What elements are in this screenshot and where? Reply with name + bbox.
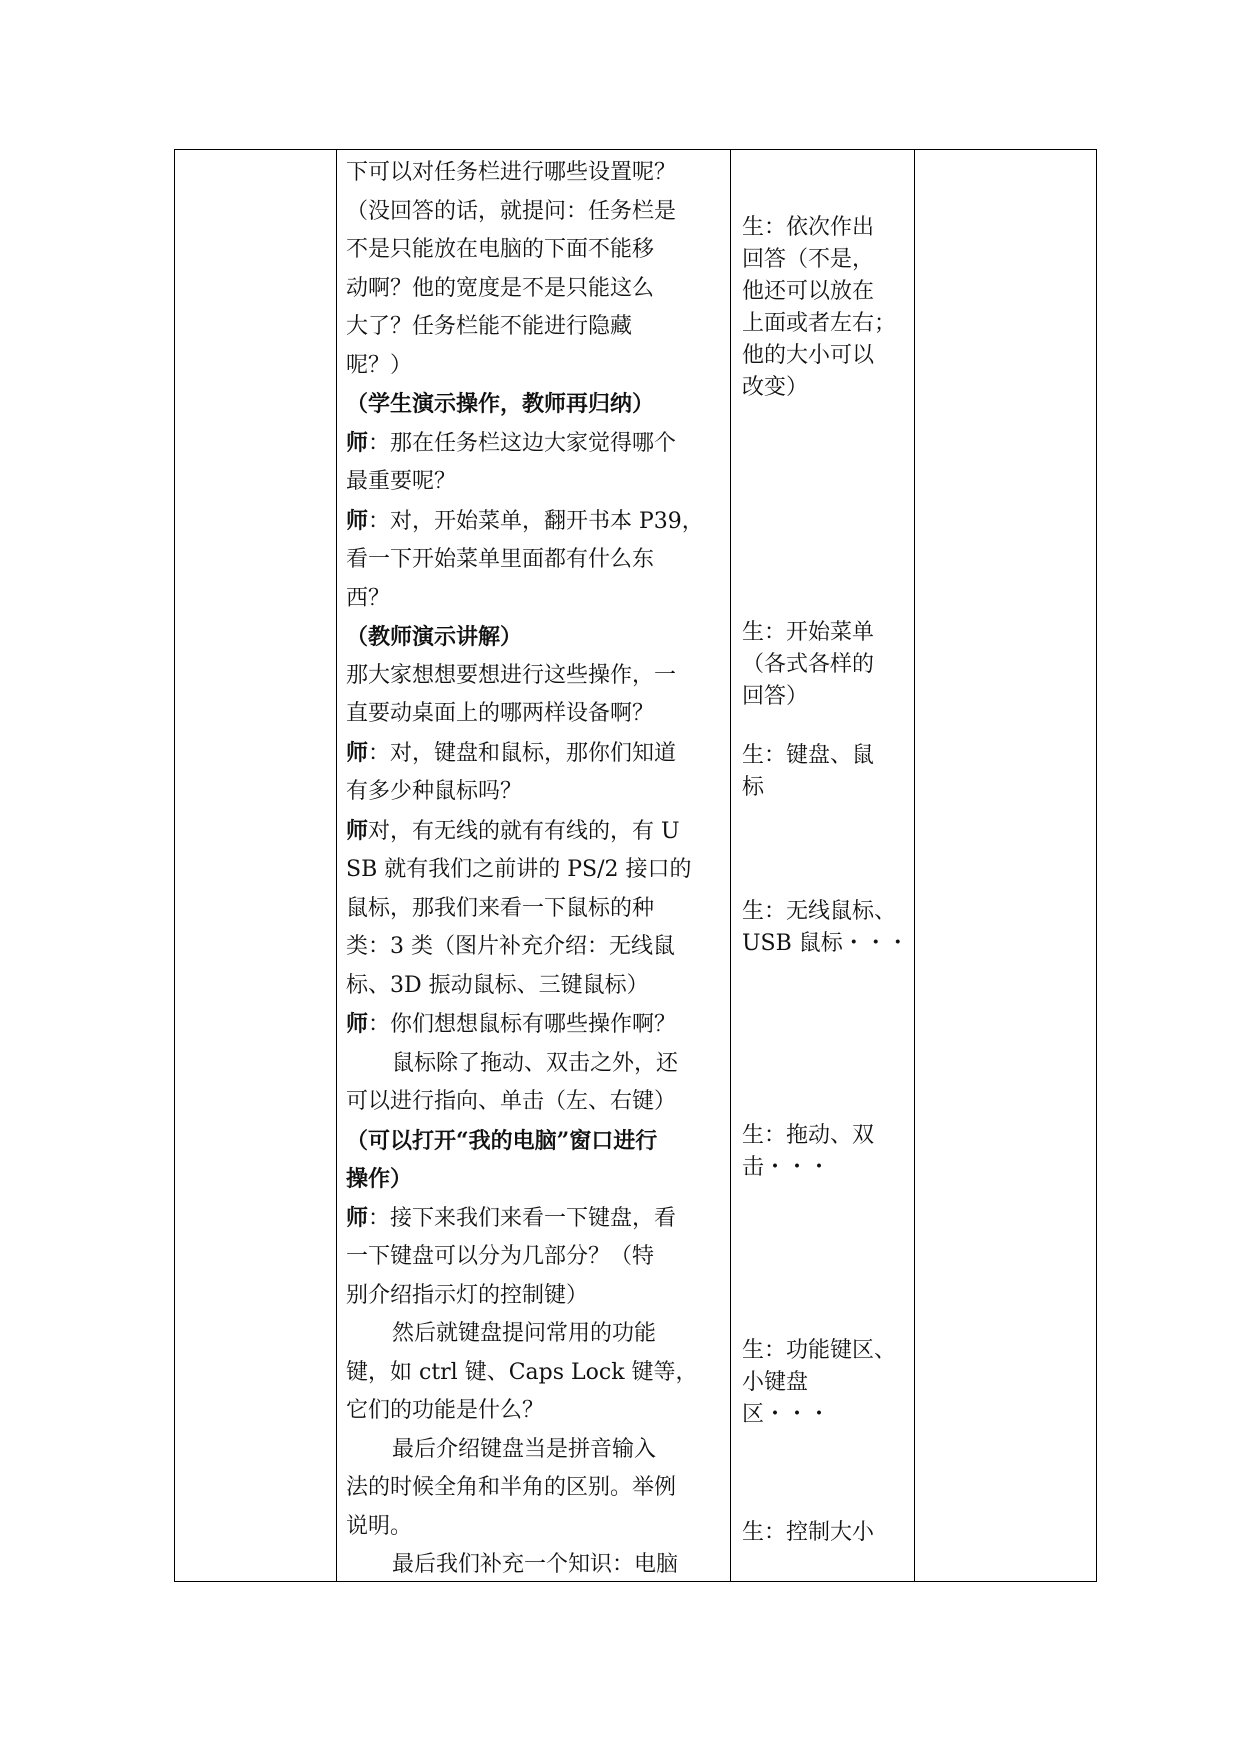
student-line: （各式各样的 [742, 652, 875, 677]
teacher-line-text: 鼠标，那我们来看一下鼠标的种 [346, 895, 655, 921]
teacher-line-text: 最后我们补充一个知识：电脑 [392, 1552, 679, 1577]
teacher-line [346, 1083, 704, 1122]
teacher-line-text: 对，有无线的就有有线的，有 U [368, 818, 680, 844]
student-activity-cell [738, 150, 908, 1581]
teacher-line-text: 操作） [346, 1166, 413, 1192]
teacher-line-text: （学生演示操作，教师再归纳） [346, 391, 655, 417]
student-line: 生：控制大小 [742, 1520, 875, 1545]
student-response [742, 1335, 896, 1431]
student-response [742, 740, 874, 804]
teacher-label: 师 [346, 429, 369, 456]
teacher-line-text: 键，如 ctrl 键、Caps Lock 键等， [346, 1359, 698, 1385]
teacher-line [346, 1431, 704, 1470]
teacher-line-text: 大了？任务栏能不能进行隐藏 [346, 314, 633, 339]
teacher-line [346, 928, 704, 967]
teacher-label: 师 [346, 739, 369, 766]
column-divider [336, 150, 337, 1581]
teacher-line-text: 类：3 类（图片补充介绍：无线鼠 [346, 934, 675, 959]
teacher-label: 师 [346, 1011, 369, 1037]
teacher-line-text: 一下键盘可以分为几部分？（特 [346, 1244, 655, 1269]
teacher-line [346, 1469, 704, 1508]
teacher-line [346, 385, 704, 424]
student-line: 上面或者左右； [742, 311, 897, 336]
column-divider [914, 150, 915, 1581]
teacher-line [346, 734, 704, 774]
teacher-line [346, 851, 704, 890]
teacher-label: 师 [346, 507, 369, 534]
student-line: 标 [742, 775, 765, 800]
teacher-label: 师 [346, 817, 369, 844]
teacher-line-text: 标、3D 振动鼠标、三键鼠标） [346, 972, 649, 998]
teacher-line [346, 231, 704, 270]
teacher-line-text: （教师演示讲解） [346, 624, 523, 650]
teacher-label: 师 [346, 1204, 369, 1231]
teacher-line-text: 那大家想想要想进行这些操作，一 [346, 662, 677, 688]
teacher-line [346, 618, 704, 657]
teacher-line [346, 463, 704, 502]
teacher-line-text: 最后介绍键盘当是拼音输入 [392, 1436, 657, 1462]
teacher-line [346, 1315, 704, 1354]
teacher-line [346, 154, 704, 193]
teacher-text [346, 154, 704, 1585]
teacher-line [346, 1546, 704, 1585]
student-line: 回答） [742, 684, 809, 709]
teacher-line-text: 它们的功能是什么？ [346, 1398, 545, 1423]
student-response [742, 1517, 874, 1549]
left-empty-cell [175, 150, 336, 1581]
teacher-line-text: 不是只能放在电脑的下面不能移 [346, 237, 655, 262]
student-line: 区・・・ [742, 1402, 831, 1427]
teacher-line-text: 直要动桌面上的哪两样设备啊？ [346, 701, 655, 726]
teacher-line [346, 890, 704, 929]
student-line: 小键盘 [742, 1370, 809, 1395]
teacher-line [346, 580, 704, 619]
teacher-line-text: 法的时候全角和半角的区别。举例 [346, 1475, 677, 1500]
teacher-line-text: 有多少种鼠标吗？ [346, 779, 523, 804]
teacher-line-text: 最重要呢？ [346, 469, 457, 494]
teacher-line [346, 1354, 704, 1393]
teacher-activity-cell [342, 150, 722, 1581]
teacher-line-text: 可以进行指向、单击（左、右键） [346, 1089, 677, 1114]
teacher-line-text: 鼠标除了拖动、双击之外，还 [392, 1050, 679, 1076]
teacher-line-text: 看一下开始菜单里面都有什么东 [346, 547, 655, 572]
student-line: USB 鼠标・・・ [742, 931, 909, 956]
teacher-line-text: 别介绍指示灯的控制键） [346, 1282, 589, 1308]
teacher-line [346, 657, 704, 696]
teacher-line [346, 502, 704, 542]
teacher-line [346, 424, 704, 464]
student-line: 他还可以放在 [742, 279, 875, 304]
teacher-line [346, 812, 704, 852]
teacher-line [346, 193, 704, 232]
student-response [742, 1120, 874, 1184]
teacher-line-text: 动啊？他的宽度是不是只能这么 [346, 275, 655, 301]
student-line: 生：无线鼠标、 [742, 899, 897, 924]
lesson-table [174, 149, 1097, 1582]
teacher-line [346, 308, 704, 347]
student-line: 生：功能键区、 [742, 1338, 897, 1363]
student-line: 他的大小可以 [742, 343, 875, 368]
student-response [742, 896, 909, 960]
teacher-line [346, 1199, 704, 1239]
teacher-line [346, 1005, 704, 1045]
teacher-line-text: ：你们想想鼠标有哪些操作啊？ [368, 1012, 677, 1037]
teacher-line-text: 说明。 [346, 1513, 413, 1539]
teacher-line-text: （没回答的话，就提问：任务栏是 [346, 198, 677, 224]
teacher-line-text: 下可以对任务栏进行哪些设置呢？ [346, 160, 677, 185]
teacher-line [346, 270, 704, 309]
teacher-line-text: 西？ [346, 585, 391, 611]
teacher-line [346, 1045, 704, 1084]
teacher-line [346, 347, 704, 386]
teacher-line [346, 773, 704, 812]
teacher-line-text: ：对，键盘和鼠标，那你们知道 [368, 740, 677, 766]
teacher-line [346, 1508, 704, 1547]
student-line: 生：依次作出 [742, 215, 875, 240]
student-line: 击・・・ [742, 1155, 831, 1180]
teacher-line [346, 1238, 704, 1277]
teacher-line [346, 967, 704, 1006]
teacher-line [346, 695, 704, 734]
right-empty-cell [916, 150, 1096, 1581]
teacher-line [346, 1160, 704, 1199]
teacher-line [346, 541, 704, 580]
student-line: 生：开始菜单 [742, 620, 875, 645]
student-response [742, 212, 896, 404]
teacher-line-text: ：接下来我们来看一下键盘，看 [368, 1205, 677, 1231]
teacher-line [346, 1277, 704, 1316]
teacher-line-text: ：那在任务栏这边大家觉得哪个 [368, 430, 677, 456]
column-divider [730, 150, 731, 1581]
student-line: 回答（不是， [742, 247, 875, 272]
student-line: 改变） [742, 375, 809, 400]
teacher-line [346, 1122, 704, 1161]
teacher-line-text: （可以打开“我的电脑”窗口进行 [346, 1127, 658, 1154]
student-line: 生：键盘、鼠 [742, 743, 875, 768]
teacher-line-text: ：对，开始菜单，翻开书本 P39， [368, 508, 704, 534]
teacher-line-text: SB 就有我们之前讲的 PS/2 接口的 [346, 857, 692, 882]
teacher-line [346, 1392, 704, 1431]
student-response [742, 617, 874, 713]
teacher-line-text: 然后就键盘提问常用的功能 [392, 1321, 657, 1346]
student-line: 生：拖动、双 [742, 1123, 875, 1148]
teacher-line-text: 呢？） [346, 352, 413, 378]
